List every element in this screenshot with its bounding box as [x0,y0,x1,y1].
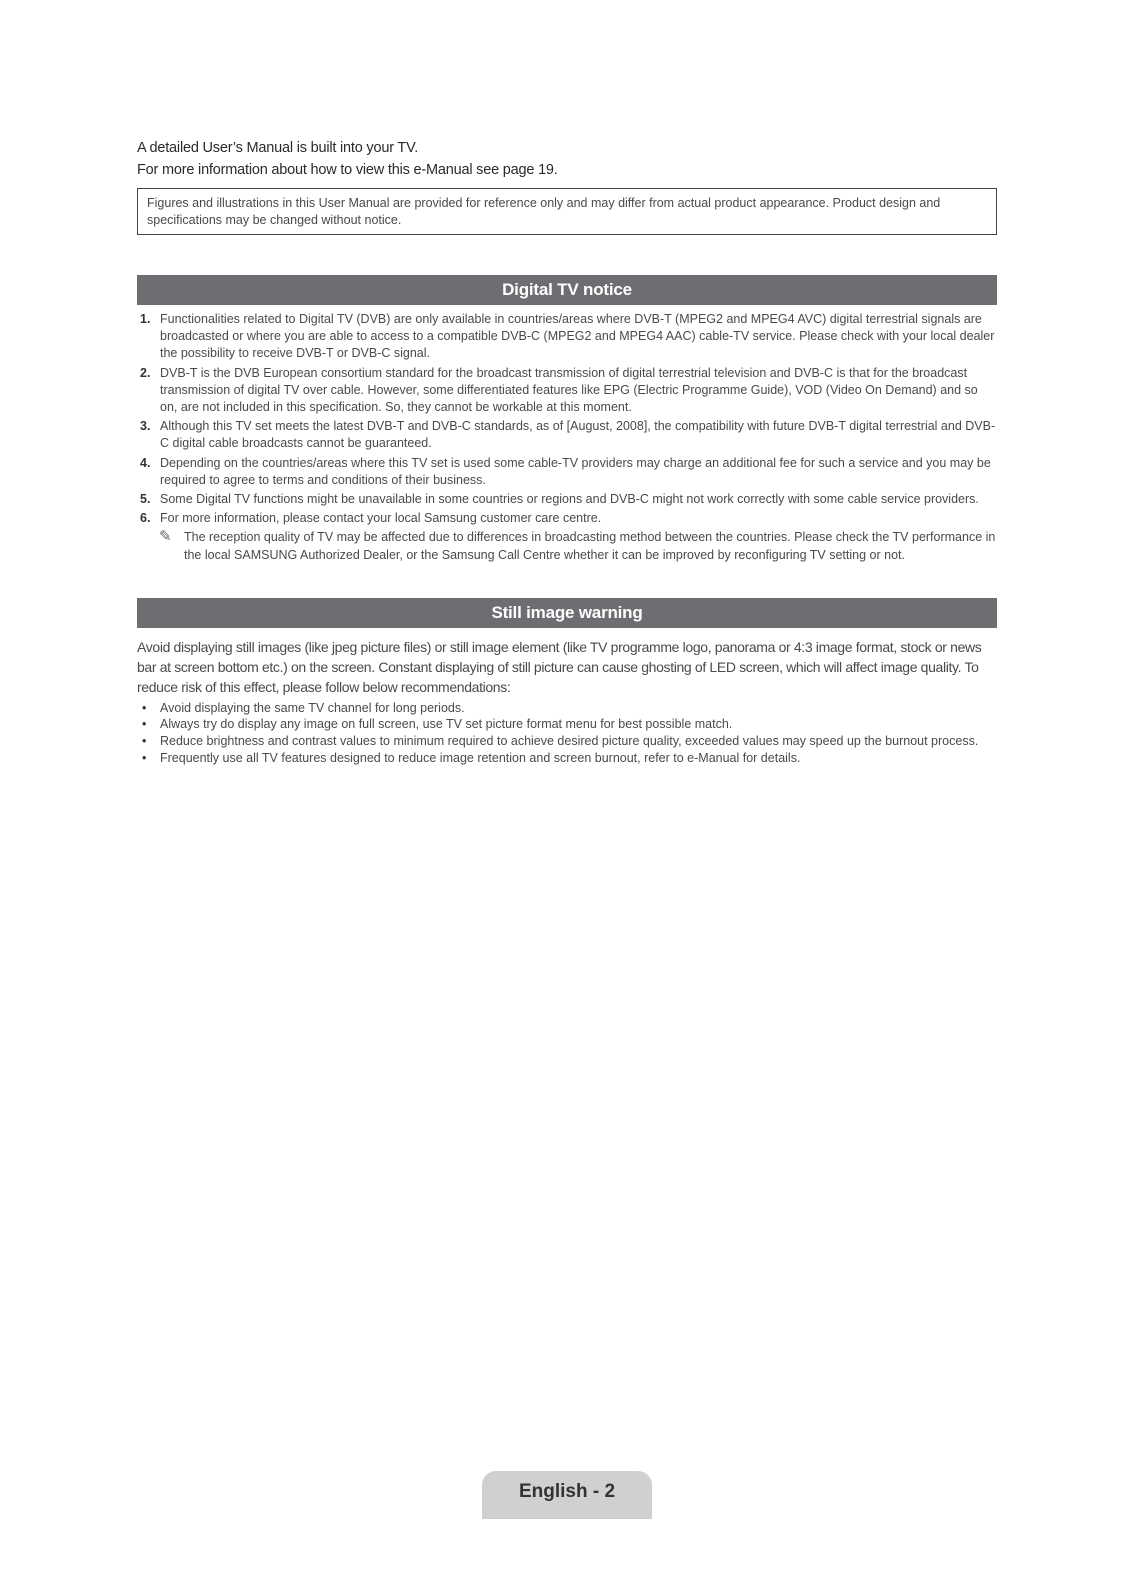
list-item-number: 6. [140,511,151,526]
list-item [137,418,997,452]
list-item-number: 2. [140,365,151,380]
list-item [137,716,997,733]
list-item-number: 4. [140,455,151,470]
list-item [137,311,997,363]
list-item [137,733,997,750]
page-content [137,137,997,766]
bullet-icon: • [142,700,147,715]
still-image-paragraph: Avoid displaying still images (like jpeg picture files) or still image element (like TV programme logo, panorama or 4:3 image format, stock or news bar at screen bottom etc.) on the screen. Constant displaying of still picture can cause ghosting of LED screen, which will affect image quality. To reduce risk of this effect, please follow below recommendations: [137,638,982,695]
list-item [137,510,997,527]
list-item [137,491,997,508]
list-item-text: Some Digital TV functions might be unavailable in some countries or regions and DVB-C might not work correctly with some cable service providers. [160,492,979,507]
list-item-text: Always try do display any image on full screen, use TV set picture format menu for best possible match. [160,717,733,732]
intro-line-2: For more information about how to view this e-Manual see page 19. [137,162,558,178]
page-number-tab: English - 2 [482,1471,652,1519]
intro-line-1: A detailed User’s Manual is built into your TV. [137,140,419,156]
digital-tv-notice-list [137,311,997,527]
list-item-number: 1. [140,312,151,326]
list-item-number: 5. [140,492,151,507]
reception-note [137,529,997,563]
list-item-text: Reduce brightness and contrast values to minimum required to achieve desired picture quality, exceeded values may speed up the burnout process. [160,734,979,749]
reception-note-text: The reception quality of TV may be affected due to differences in broadcasting method between the countries. Please check the TV performance in the local SAMSUNG Authorized Dealer, or the Samsung Call Centre whether it can be improved by reconfiguring TV setting or not. [184,530,996,562]
bullet-icon: • [142,717,147,732]
list-item-text: DVB-T is the DVB European consortium standard for the broadcast transmission of digital terrestrial television and DVB-C is that for the broadcast transmission of digital TV over cable. However, some differentiated features like EPG (Electric Programme Guide), VOD (Video On Demand) and so on, are not included in this specification. So, they cannot be workable at this moment. [160,365,978,415]
list-item [137,750,997,767]
list-item-text: Avoid displaying the same TV channel for long periods. [160,700,465,715]
still-image-warning-header: Still image warning [137,598,997,628]
list-item-text: Frequently use all TV features designed to reduce image retention and screen burnout, refer to e-Manual for details. [160,750,801,765]
bullet-icon: • [142,734,147,749]
list-item-text: Functionalities related to Digital TV (DVB) are only available in countries/areas where DVB-T (MPEG2 and MPEG4 AVC) digital terrestrial signals are broadcasted or where you are able to access to a compatible DVB-C (MPEG2 and MPEG4 AAC) cable-TV service. Please check with your local dealer the possibility to receive DVB-T or DVB-C signal. [160,312,995,361]
list-item-text: Depending on the countries/areas where this TV set is used some cable-TV providers may charge an additional fee for such a service and you may be required to agree to terms and conditions of their business. [160,455,991,487]
list-item [137,455,997,489]
still-image-recommendations [137,700,997,766]
list-item-text: For more information, please contact your local Samsung customer care centre. [160,511,602,526]
list-item-number: 3. [140,419,151,434]
digital-tv-notice-header: Digital TV notice [137,275,997,305]
pencil-note-icon: ✎ [159,528,172,546]
list-item [137,700,997,717]
bullet-icon: • [142,750,147,765]
list-item [137,365,997,417]
disclaimer-box: Figures and illustrations in this User Manual are provided for reference only and may differ from actual product appearance. Product design and specifications may be changed without notice. [137,188,997,235]
list-item-text: Although this TV set meets the latest DVB-T and DVB-C standards, as of [August, 2008], the compatibility with future DVB-T digital terrestrial and DVB-C digital cable broadcasts cannot be guaranteed. [160,419,996,451]
